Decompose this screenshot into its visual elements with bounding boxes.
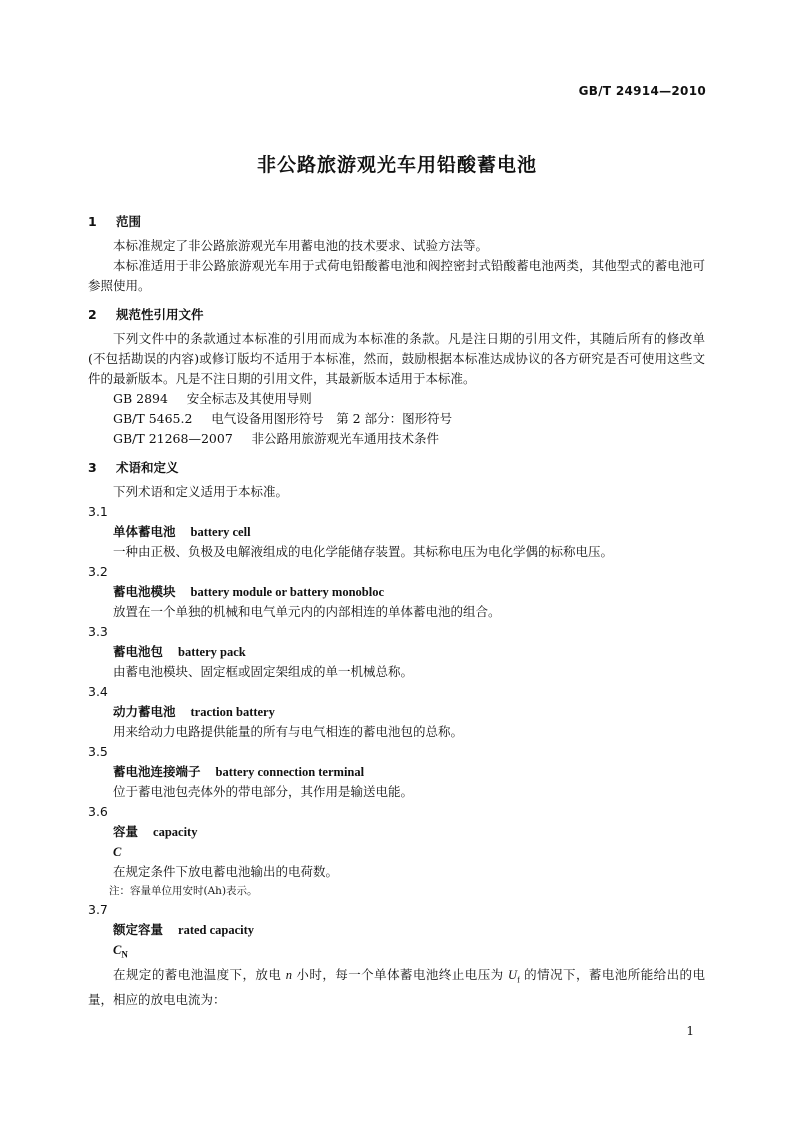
term-name-zh: 蓄电池包 (113, 644, 164, 659)
term-note: 注：容量单位用安时(Ah)表示。 (109, 885, 258, 897)
section-1-title: 范围 (116, 214, 142, 229)
term-heading (88, 822, 705, 842)
term-name-en: battery connection terminal (215, 765, 365, 779)
reference-item (88, 409, 705, 429)
term-name-en: battery module or battery monobloc (190, 585, 385, 599)
term-number: 3.2 (88, 564, 108, 579)
reference-item (88, 389, 705, 409)
term-definition (88, 965, 705, 1011)
term-symbol-subscript: N (121, 949, 128, 960)
term-heading (88, 642, 705, 662)
term-symbol-main: C (113, 943, 122, 957)
term-heading (88, 762, 705, 782)
term-heading (88, 582, 705, 602)
term-name-zh: 动力蓄电池 (113, 704, 176, 719)
section-3-intro: 下列术语和定义适用于本标准。 (113, 484, 289, 499)
definition-part: 的情况下，蓄电池所能给出的电量，相应的放电电流为： (88, 966, 706, 1007)
section-1-paragraph-1: 本标准规定了非公路旅游观光车用蓄电池的技术要求、试验方法等。 (113, 238, 489, 253)
variable-u (508, 968, 520, 982)
term-name-zh: 蓄电池模块 (113, 584, 176, 599)
reference-code: GB 2894 (113, 391, 168, 406)
section-1-number: 1 (88, 214, 97, 229)
document-body (88, 212, 705, 1010)
term-definition: 位于蓄电池包壳体外的带电部分，其作用是输送电能。 (113, 784, 414, 799)
reference-item (88, 429, 705, 449)
section-1-heading (88, 212, 705, 232)
term-number: 3.3 (88, 624, 108, 639)
term-definition: 用来给动力电路提供能量的所有与电气相连的蓄电池包的总称。 (113, 724, 464, 739)
section-3-heading (88, 458, 705, 478)
term-symbol (88, 940, 705, 965)
document-title: 非公路旅游观光车用铅酸蓄电池 (256, 154, 537, 176)
term-name-zh: 蓄电池连接端子 (113, 764, 201, 779)
variable-n: n (285, 967, 293, 982)
section-2-title: 规范性引用文件 (116, 307, 204, 322)
reference-code: GB/T 21268—2007 (113, 431, 233, 446)
definition-part: 小时，每一个单体蓄电池终止电压为 (292, 966, 509, 982)
term-heading (88, 522, 705, 542)
section-1-paragraph-2: 本标准适用于非公路旅游观光车用于式荷电铅酸蓄电池和阀控密封式铅酸蓄电池两类，其他型式的蓄电池可参照使用。 (88, 258, 705, 293)
term-definition: 在规定条件下放电蓄电池输出的电荷数。 (113, 864, 339, 879)
variable-u-main: U (508, 967, 518, 982)
term-name-en: traction battery (190, 705, 275, 719)
reference-title: 电气设备用图形符号 第 2 部分：图形符号 (211, 411, 453, 426)
page-number: 1 (686, 1024, 694, 1038)
term-heading (88, 702, 705, 722)
term-symbol: C (113, 845, 122, 859)
term-number: 3.1 (88, 504, 108, 519)
term-number: 3.5 (88, 744, 108, 759)
reference-title: 安全标志及其使用导则 (186, 391, 312, 406)
term-heading (88, 920, 705, 940)
term-name-en: battery cell (190, 525, 251, 539)
term-number: 3.6 (88, 804, 108, 819)
variable-u-subscript: f (517, 975, 520, 984)
term-definition: 由蓄电池模块、固定框或固定架组成的单一机械总称。 (113, 664, 414, 679)
term-number: 3.4 (88, 684, 108, 699)
section-3-title: 术语和定义 (116, 460, 179, 475)
reference-title: 非公路用旅游观光车通用技术条件 (251, 431, 440, 446)
term-number: 3.7 (88, 902, 108, 917)
term-name-en: rated capacity (178, 923, 255, 937)
section-2-paragraph: 下列文件中的条款通过本标准的引用而成为本标准的条款。凡是注日期的引用文件，其随后所有的修改单(不包括勘误的内容)或修订版均不适用于本标准，然而，鼓励根据本标准达成协议的各方研究是否可使用这些文件的最新版本。凡是不注日期的引用文件，其最新版本适用于本标准。 (88, 331, 705, 386)
section-2-heading (88, 305, 705, 325)
section-2-number: 2 (88, 307, 97, 322)
term-name-en: battery pack (178, 645, 246, 659)
term-name-zh: 额定容量 (113, 922, 164, 937)
term-definition: 一种由正极、负极及电解液组成的电化学能储存装置。其标称电压为电化学偶的标称电压。 (113, 544, 614, 559)
term-name-zh: 容量 (113, 824, 139, 839)
definition-part: 在规定的蓄电池温度下，放电 (113, 966, 286, 982)
term-definition: 放置在一个单独的机械和电气单元内的内部相连的单体蓄电池的组合。 (113, 604, 501, 619)
standard-code: GB/T 24914—2010 (578, 84, 706, 98)
section-3-number: 3 (88, 460, 97, 475)
term-name-en: capacity (153, 825, 198, 839)
reference-code: GB/T 5465.2 (113, 411, 193, 426)
term-name-zh: 单体蓄电池 (113, 524, 176, 539)
